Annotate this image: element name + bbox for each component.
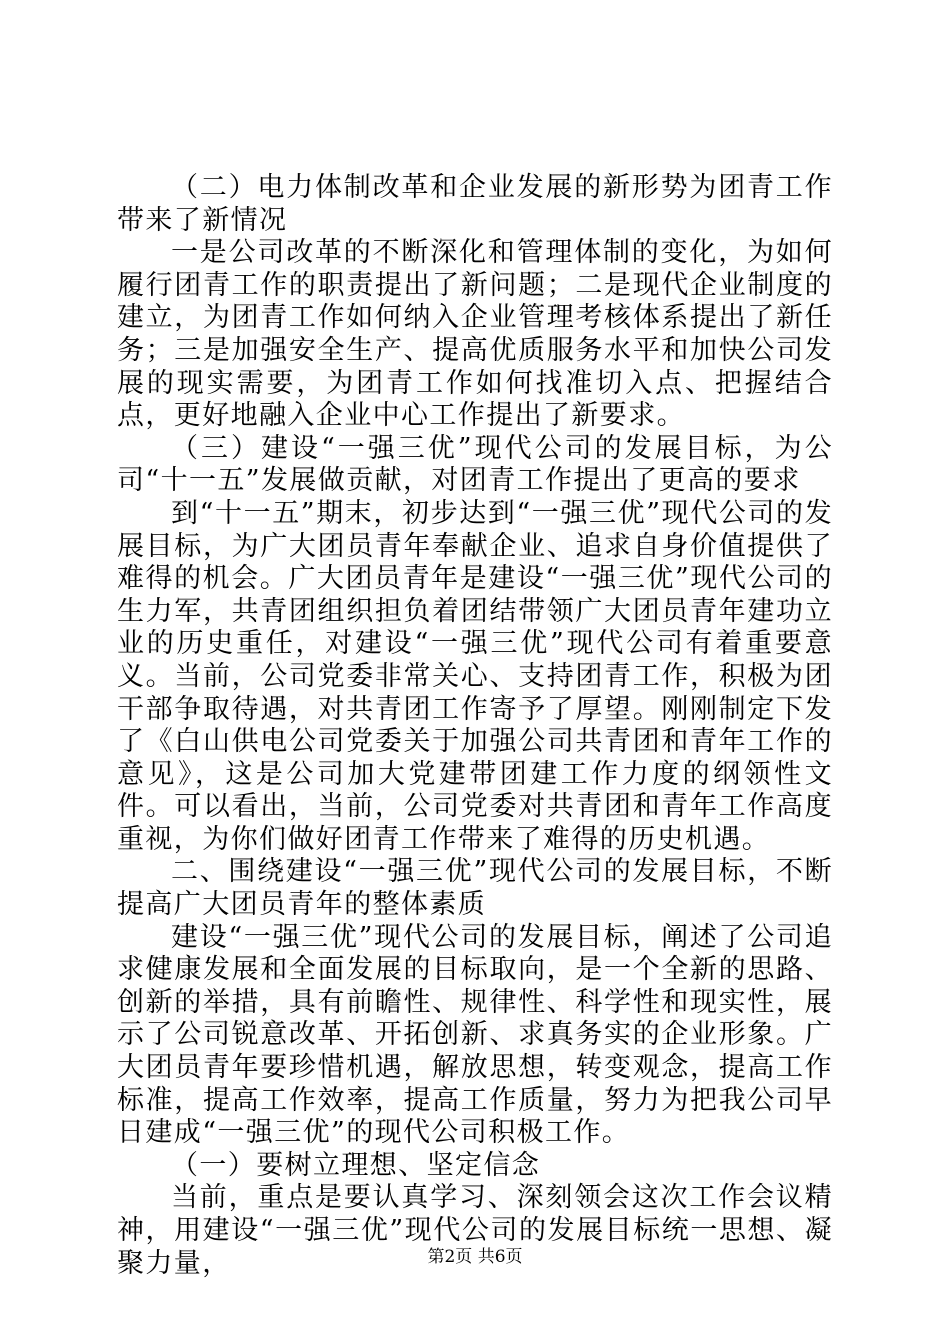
body-paragraph: 建设“一强三优”现代公司的发展目标，阐述了公司追求健康发展和全面发展的目标取向，是一个全新的思路、创新的举措，具有前瞻性、规律性、科学性和现实性，展示了公司锐意改革、开拓创新、求真务实的企业形象。广大团员青年要珍惜机遇，解放思想，转变观念，提高工作标准，提高工作效率，提高工作质量，努力为把我公司早日建成“一强三优”的现代公司积极工作。 — [117, 921, 833, 1149]
body-paragraph: 到“十一五”期末，初步达到“一强三优”现代公司的发展目标，为广大团员青年奉献企业、追求自身价值提供了难得的机会。广大团员青年是建设“一强三优”现代公司的生力军，共青团组织担负着团结带领广大团员青年建功立业的历史重任，对建设“一强三优”现代公司有着重要意义。当前，公司党委非常关心、支持团青工作，积极为团干部争取待遇，对共青团工作寄予了厚望。刚刚制定下发了《白山供电公司党委关于加强公司共青团和青年工作的意见》，这是公司加大党建带团建工作力度的纲领性文件。可以看出，当前，公司党委对共青团和青年工作高度重视，为你们做好团青工作带来了难得的历史机遇。 — [117, 497, 833, 855]
section-heading-2-2: （二）电力体制改革和企业发展的新形势为团青工作带来了新情况 — [117, 172, 833, 236]
body-paragraph: 当前，重点是要认真学习、深刻领会这次工作会议精神，用建设“一强三优”现代公司的发展目标统一思想、凝聚力量， — [117, 1182, 833, 1279]
body-paragraph: 一是公司改革的不断深化和管理体制的变化，为如何履行团青工作的职责提出了新问题；二是现代企业制度的建立，为团青工作如何纳入企业管理考核体系提出了新任务；三是加强安全生产、提高优质服务水平和加快公司发展的现实需要，为团青工作如何找准切入点、把握结合点，更好地融入企业中心工作提出了新要求。 — [117, 237, 833, 432]
section-heading-3-1: （一）要树立理想、坚定信念 — [171, 1149, 541, 1181]
section-heading-2-3: （三）建设“一强三优”现代公司的发展目标，为公司“十一五”发展做贡献，对团青工作提出了更高的要求 — [117, 432, 833, 497]
document-body — [117, 172, 833, 1280]
section-heading-two: 二、围绕建设“一强三优”现代公司的发展目标，不断提高广大团员青年的整体素质 — [117, 856, 833, 921]
page-number-footer: 第2页 共6页 — [427, 1247, 523, 1267]
